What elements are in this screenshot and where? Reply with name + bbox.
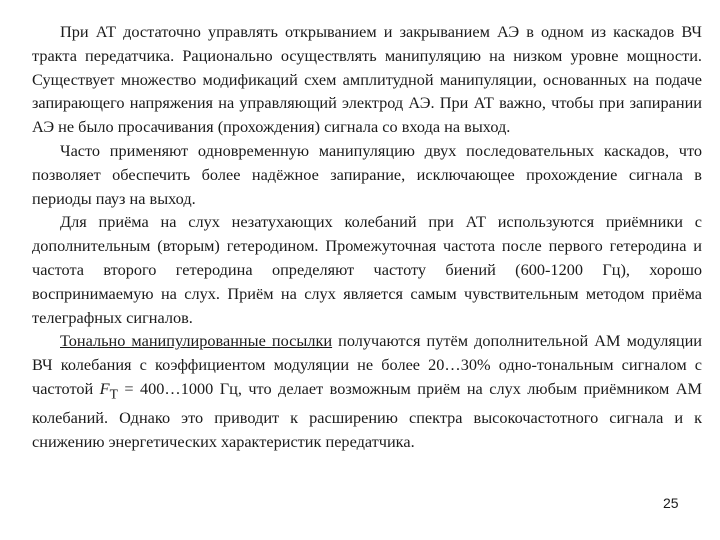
body-text [32,20,702,454]
page-number: 25 [663,495,679,511]
paragraph-4 [32,329,702,453]
paragraph-4-text-b: = 400…1000 Гц, что делает возможным приём на слух любым приёмником АМ колебаний. Однако это приводит к расширению спектра высокочастотного сигнала и к снижению энергетических характеристик передатчика. [32,378,702,451]
paragraph-2: Часто применяют одновременную манипуляцию двух последовательных каскадов, что позволяет обеспечить более надёжное запирание, исключающее прохождение сигнала в периоды пауз на выход. [32,140,702,208]
underlined-term: Тонально манипулированные посылки [60,331,333,351]
paragraph-4-text-a: получаются путём дополнительной АМ модуляции ВЧ колебания с коэффициентом модуляции не более 20…30% одно-тональным сигналом с частотой [32,331,702,398]
paragraph-1: При АТ достаточно управлять открыванием и закрыванием АЭ в одном из каскадов ВЧ тракта передатчика. Рационально осуществлять манипуляцию на низком уровне мощности. Существует множество модификаций схем амплитудной манипуляции, основанных на подаче запирающего напряжения на управляющий электрод АЭ. При АТ важно, чтобы при запирании АЭ не было просачивания (прохождения) сигнала со входа на выход. [32,22,702,137]
formula-symbol: F [99,378,110,398]
formula-subscript: T [109,386,118,402]
paragraph-3: Для приёма на слух незатухающих колебаний при АТ используются приёмники с дополнительным (вторым) гетеродином. Промежуточная частота после первого гетеродина и частота второго гетеродина определяют частоту биений (600-1200 Гц), хорошо воспринимаемую на слух. Приём на слух является самым чувствительным методом приёма телеграфных сигналов. [32,212,702,327]
